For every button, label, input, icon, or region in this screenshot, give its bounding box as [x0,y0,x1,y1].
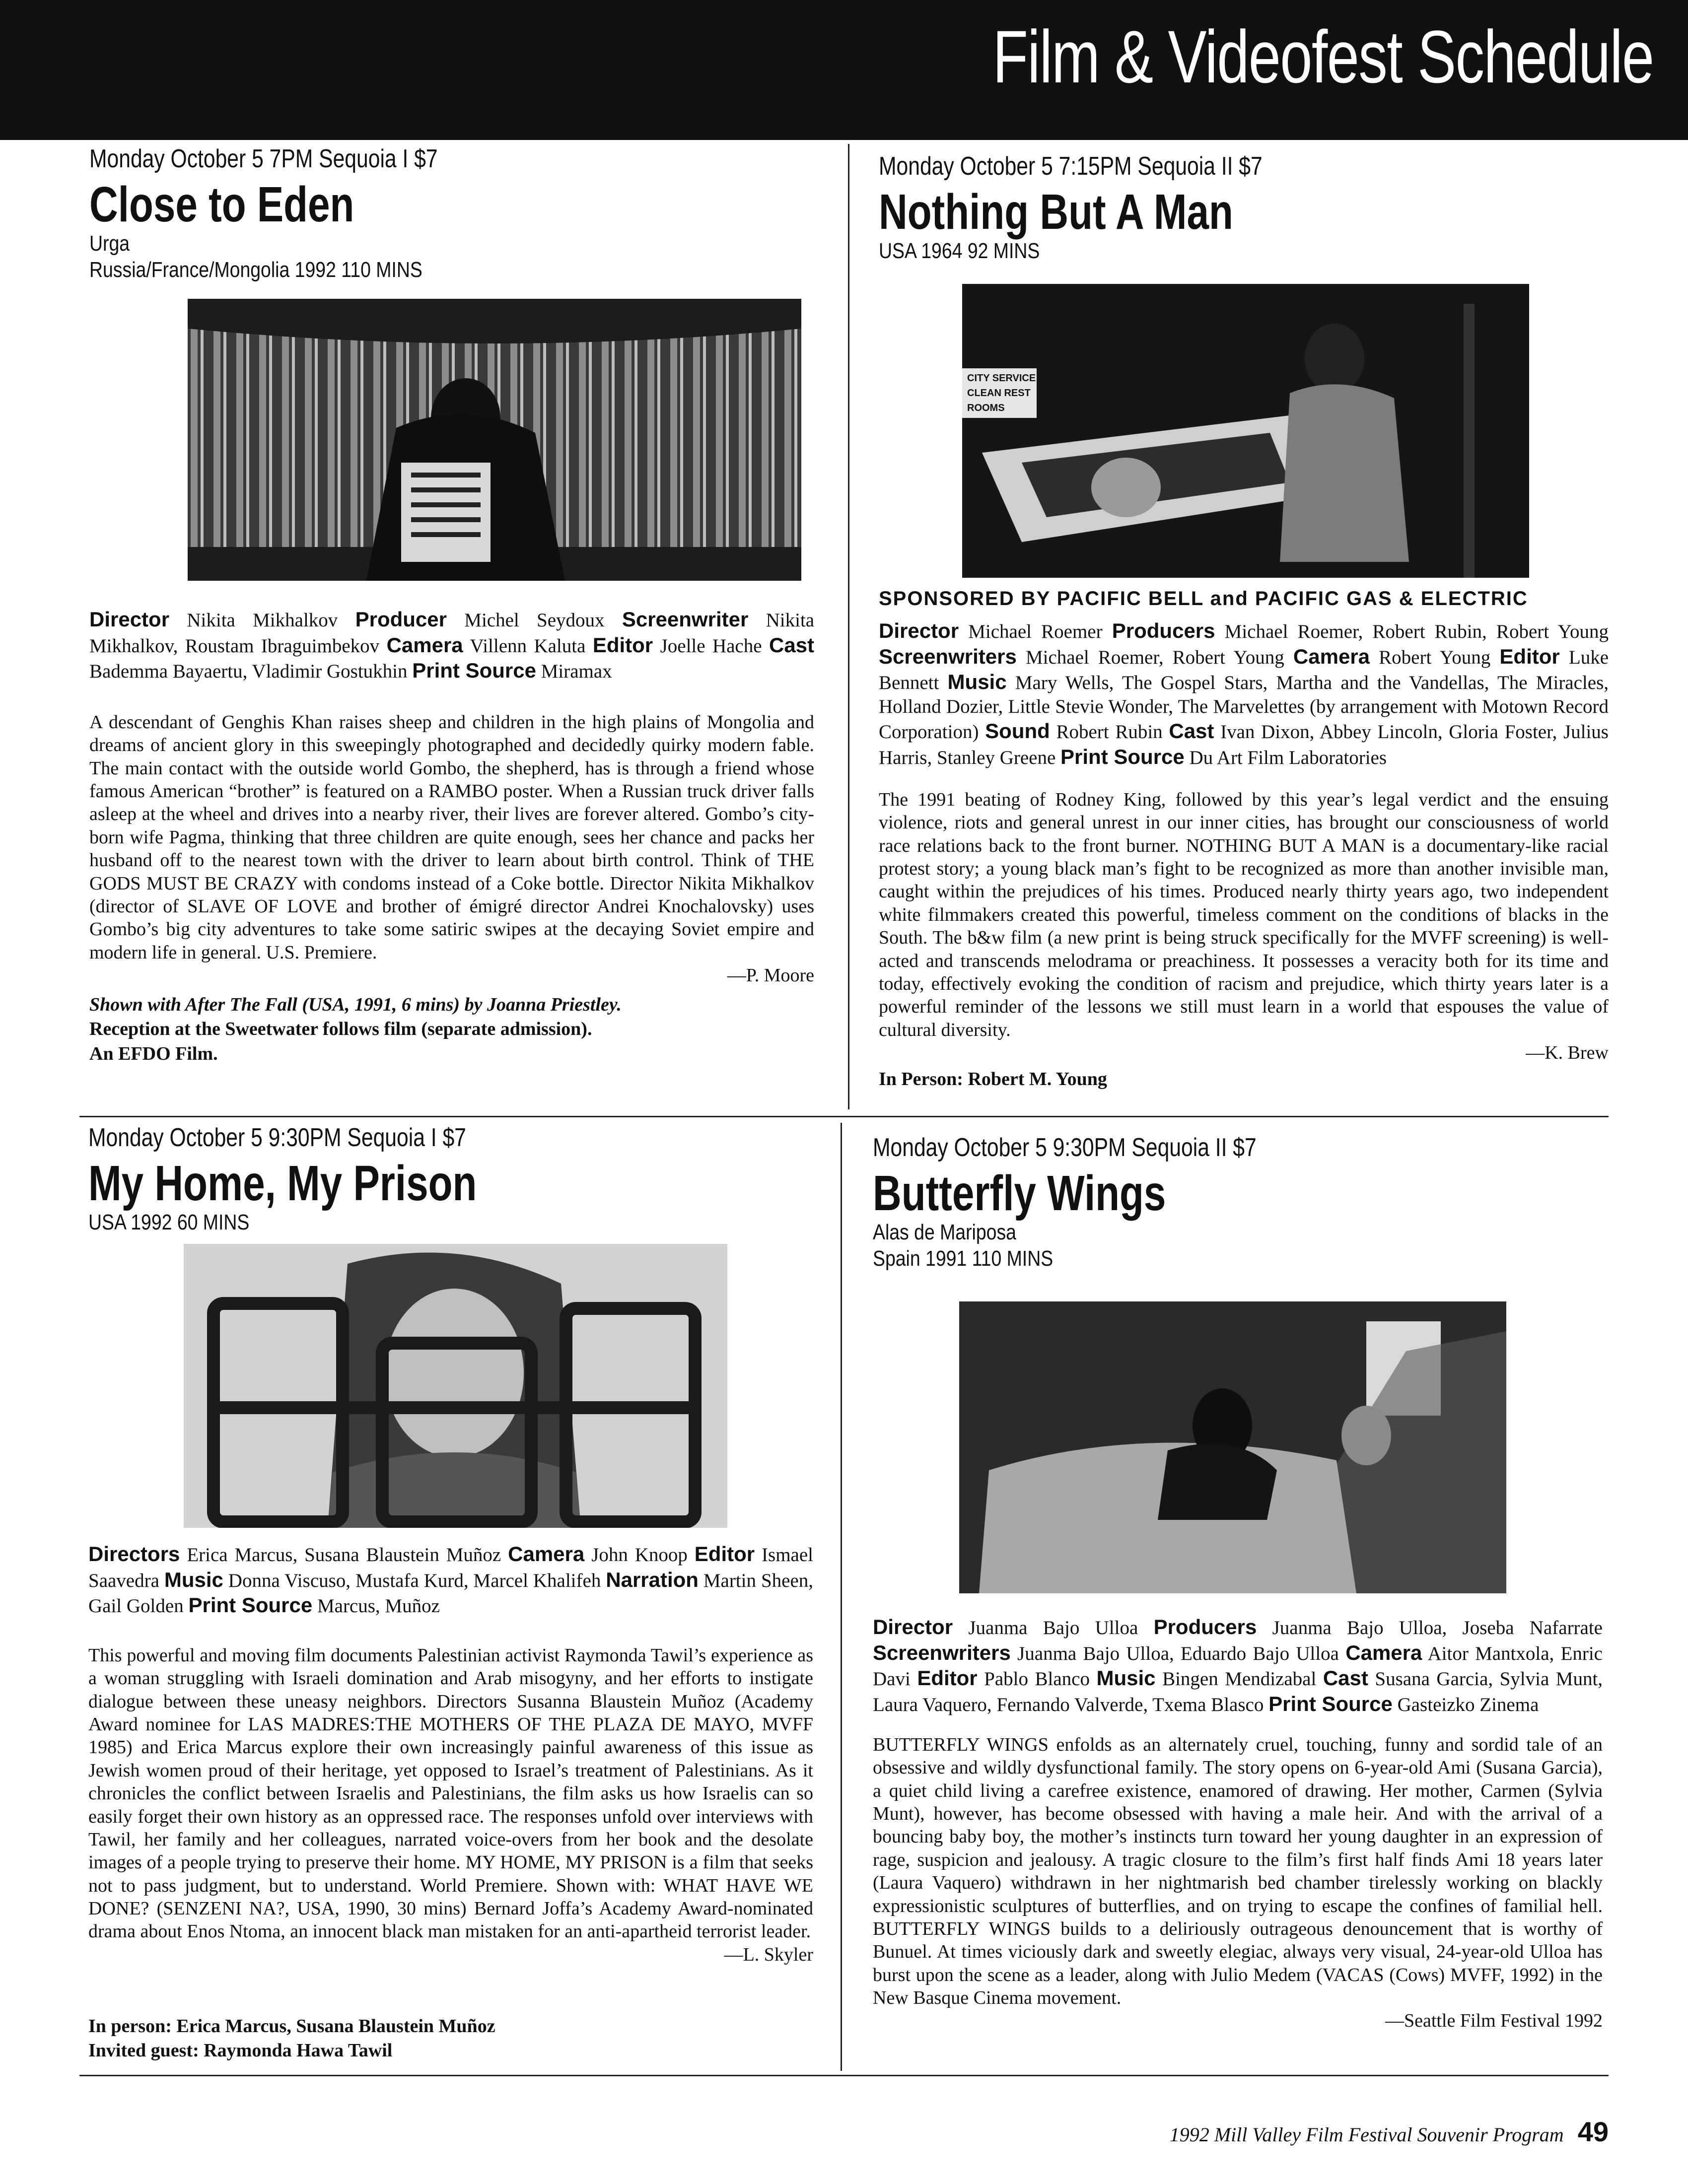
credit-role: Music [947,670,1007,694]
yurt-still-image [188,299,801,581]
film-still-nothing-but-a-man [962,284,1529,578]
credits-close-to-eden [89,607,814,683]
credit-names: Ismael Saavedra [88,1544,813,1591]
film-card-close-to-eden [89,144,824,283]
credit-role: Print Source [1060,745,1185,768]
film-title: My Home, My Prison [88,1156,477,1211]
credit-role: Directors [88,1542,180,1566]
film-card-nothing-but-a-man [879,151,1614,265]
credit-role: Cast [1323,1666,1368,1690]
credit-names: Villenn Kaluta [470,635,586,657]
sponsor-line: SPONSORED BY PACIFIC BELL and PACIFIC GAS & ELECTRIC [879,588,1528,610]
film-card-my-home-my-prison [88,1123,823,1236]
film-description: This powerful and moving film documents Palestinian activist Raymonda Tawil’s experience as a woman struggling with Israeli domination and Arab misogyny, and her efforts to instigate dialogue between these uneasy neighbors. Directors Susanna Blaustein Muñoz (Academy Award nominee for LAS MADRES:THE MOTHERS OF THE PLAZA DE MAYO, MVFF 1985) and Erica Marcus explore their own increasingly painful awareness of this issue as Jewish women proud of their heritage, yet opposed to Israel’s treatment of Palestinians. As it chronicles the conflict between Israelis and Palestinians, the film asks us how Israelis can so easily forget their own history as an oppressed race. The responses unfold over interviews with Tawil, her family and her colleagues, narrated voice-overs from her book and the desolate images of a people trying to preserve their home. MY HOME, MY PRISON is a film that seeks not to pass judgment, but to understand. World Premiere. Shown with: WHAT HAVE WE DONE? (SENZENI NA?, USA, 1990, 30 mins) Bernard Joffa’s Academy Award-nominated drama about Enos Ntoma, an innocent black man mistaken for an anti-apartheid terrorist leader. [88,1645,813,1942]
film-title: Butterfly Wings [873,1165,1166,1221]
credit-names: Juanma Bajo Ulloa [968,1617,1138,1638]
credit-role: Cast [1169,719,1214,743]
bottom-rule [79,2075,1609,2076]
credit-names: Miramax [541,661,612,682]
column-divider-top [848,144,849,1109]
notes-close-to-eden [89,993,814,1066]
page-number: 49 [1577,2116,1609,2147]
credit-names: Erica Marcus, Susana Blaustein Muñoz [187,1544,501,1566]
film-alt-title: Alas de Mariposa [873,1220,1016,1244]
film-info: Russia/France/Mongolia 1992 110 MINS [89,257,422,282]
credit-names: Michael Roemer, Robert Young [1025,646,1284,668]
film-info: Spain 1991 110 MINS [873,1246,1054,1271]
credit-names: Bingen Mendizabal [1162,1668,1317,1690]
credit-names: Joelle Hache [660,635,762,657]
credit-role: Narration [606,1568,699,1591]
film-description: BUTTERFLY WINGS enfolds as an alternately cruel, touching, funny and sordid tale of an obsessive and wildly dysfunctional family. The story opens on 6-year-old Ami (Susana Garcia), a quiet child living a carefree existence, enamored of drawing. Her mother, Carmen (Sylvia Munt), however, has become obsessed with having a male heir. And with the arrival of a bouncing baby boy, the mother’s instincts turn toward her young daughter in an expression of rage, suspicion and jealousy. A tragic closure to the film’s first half finds Ami 18 years later (Laura Vaquero) withdrawn in her nightmarish bed chamber tirelessly working on blackly expressionistic sculptures of butterflies, and on trying to escape the confines of familial hell. BUTTERFLY WINGS builds to a deliriously outrageous denouncement that is worthy of Bunuel. At times viciously dark and sweetly elegiac, always very visual, 24-year-old Ulloa has burst upon the scene as a leader, along with Julio Medem (VACAS (Cows) MVFF, 1992) in the New Basque Cinema movement. [873,1734,1603,2008]
efdo-note: An EFDO Film. [89,1043,218,1064]
credit-names: Aitor Mantxola, Enric Davi [873,1642,1603,1690]
reviewer-signature: —K. Brew [1526,1042,1609,1063]
film-still-close-to-eden [188,299,801,581]
film-description: The 1991 beating of Rodney King, followed by this year’s legal verdict and the ensuing violence, riots and general unrest in our inner cities, has brought our consciousness of world race relations back to the front burner. NOTHING BUT A MAN is a documentary-like racial protest story; a young black man’s fight to be recognized as more than another invisible man, caught within the prejudices of his times. Produced nearly thirty years ago, two independent white filmmakers created this powerful, timeless comment on the conditions of blacks in the South. The b&w film (a new print is being struck specifically for the MVFF screening) is well-acted and transcends melodrama or preachiness. It possesses a veracity both for its time and today, effectively evoking the condition of racism and prejudice, which thirty years later is a powerful reminder of the lessons we still must learn in a world that espouses the value of cultural diversity. [879,789,1609,1040]
credit-role: Producers [1153,1615,1257,1638]
description-nothing-but-a-man [879,788,1609,1064]
film-title: Nothing But A Man [879,184,1233,240]
description-my-home-my-prison [88,1644,813,1966]
film-still-my-home-my-prison [184,1244,727,1528]
page-title: Film & Videofest Schedule [992,15,1653,98]
description-close-to-eden [89,711,814,987]
reception-note: Reception at the Sweetwater follows film (separate admission). [89,1019,592,1040]
credits-butterfly-wings [873,1614,1603,1716]
film-title: Close to Eden [89,177,354,232]
bedroom-still-image [959,1301,1506,1593]
screening-time: Monday October 5 7PM Sequoia I $7 [89,144,438,173]
description-butterfly-wings [873,1733,1603,2033]
credit-role: Camera [1293,644,1370,668]
credit-role: Editor [592,633,653,657]
credit-role: Music [1096,1666,1156,1690]
credit-role: Producers [1112,619,1215,642]
credit-role: Editor [694,1542,755,1566]
credit-role: Print Source [412,659,536,682]
credits-my-home-my-prison [88,1541,813,1618]
credit-role: Camera [1345,1640,1422,1664]
credit-role: Screenwriter [622,608,749,631]
credit-names: Pablo Blanco [984,1668,1090,1690]
photo-sign-text: CITY SERVICE CLEAN REST ROOMS [967,373,1036,413]
credit-names: Robert Rubin [1056,721,1163,743]
credit-names: Du Art Film Laboratories [1189,747,1387,768]
credit-role: Editor [917,1666,978,1690]
notes-nothing-but-a-man [879,1067,1609,1092]
page-footer [1170,2116,1609,2148]
notes-my-home-my-prison [88,2014,813,2063]
woman-behind-bars-still-image [184,1244,727,1528]
credit-role: Director [879,619,959,642]
credit-role: Director [89,608,170,631]
reviewer-signature: —Seattle Film Festival 1992 [1385,2010,1603,2032]
film-card-butterfly-wings [873,1133,1608,1272]
credit-role: Camera [508,1542,585,1566]
gas-station-still-image [962,284,1529,578]
credit-role: Editor [1499,644,1560,668]
credit-names: Robert Young [1379,646,1491,668]
credit-role: Screenwriters [873,1640,1011,1664]
reviewer-signature: —P. Moore [727,964,814,986]
credit-names: Ivan Dixon, Abbey Lincoln, Gloria Foster, Julius Harris, Stanley Greene [879,721,1609,768]
credit-names: Nikita Mikhalkov [187,610,338,631]
screening-time: Monday October 5 7:15PM Sequoia II $7 [879,152,1263,181]
row-divider [79,1116,1609,1117]
publication-name: 1992 Mill Valley Film Festival Souvenir Program [1169,2123,1564,2146]
credit-names: Juanma Bajo Ulloa, Eduardo Bajo Ulloa [1017,1642,1339,1664]
credit-names: Michael Roemer [968,621,1103,642]
credit-role: Screenwriters [879,644,1017,668]
credit-names: Luke Bennett [879,646,1609,694]
film-info: USA 1964 92 MINS [879,239,1040,263]
screening-time: Monday October 5 9:30PM Sequoia I $7 [88,1123,466,1152]
credit-names: Marcus, Muñoz [317,1595,440,1617]
credit-role: Print Source [188,1593,313,1617]
credit-names: Nikita Mikhalkov, Roustam Ibraguimbekov [89,610,815,657]
credit-role: Producer [355,608,447,631]
reviewer-signature: —L. Skyler [724,1944,813,1965]
credit-names: Mary Wells, The Gospel Stars, Martha and the Vandellas, The Miracles, Holland Dozier, Little Stevie Wonder, The Marvelettes (by arrangement with Motown Record Corporation) [879,672,1609,743]
credit-role: Camera [386,633,463,657]
credit-names: John Knoop [591,1544,688,1566]
credit-role: Music [164,1568,223,1591]
credit-names: Donna Viscuso, Mustafa Kurd, Marcel Khalifeh [228,1570,601,1591]
credit-role: Cast [769,633,815,657]
credit-role: Sound [985,719,1050,743]
column-divider-bottom [841,1123,842,2071]
credit-names: Martin Sheen, Gail Golden [88,1570,814,1617]
header-banner [0,0,1688,140]
credit-names: Michel Seydoux [464,610,605,631]
invited-guest-note: Invited guest: Raymonda Hawa Tawil [88,2040,393,2061]
film-alt-title: Urga [89,231,130,256]
film-info: USA 1992 60 MINS [88,1210,250,1234]
shown-with-note: Shown with After The Fall (USA, 1991, 6 mins) by Joanna Priestley. [89,994,622,1015]
credits-nothing-but-a-man [879,618,1609,769]
credit-names: Michael Roemer, Robert Rubin, Robert Young [1224,621,1609,642]
in-person-note: In Person: Robert M. Young [879,1069,1107,1090]
in-person-note: In person: Erica Marcus, Susana Blaustein Muñoz [88,2016,495,2037]
credit-names: Juanma Bajo Ulloa, Joseba Nafarrate [1272,1617,1603,1638]
credit-names: Gasteizko Zinema [1397,1694,1539,1715]
credit-role: Print Source [1268,1692,1393,1715]
credit-role: Director [873,1615,953,1638]
screening-time: Monday October 5 9:30PM Sequoia II $7 [873,1133,1257,1162]
credit-names: Bademma Bayaertu, Vladimir Gostukhin [89,661,408,682]
film-still-butterfly-wings [959,1301,1506,1593]
credit-names: Susana Garcia, Sylvia Munt, Laura Vaquero, Fernando Valverde, Txema Blasco [873,1668,1603,1715]
film-description: A descendant of Genghis Khan raises sheep and children in the high plains of Mongolia and dreams of ancient glory in this sweepingly photographed and decidedly quirky modern fable. The main contact with the outside world Gombo, the shepherd, has is through a friend whose famous American “brother” is featured on a RAMBO poster. When a Russian truck driver falls asleep at the wheel and drives into a nearby river, their lives are forever altered. Gombo’s city-born wife Pagma, thinking that three children are quite enough, sees her chance and packs her husband off to the nearest town with the driver to learn about birth control. Think of THE GODS MUST BE CRAZY with condoms instead of a Coke bottle. Director Nikita Mikhalkov (director of SLAVE OF LOVE and brother of émigré director Andrei Knochalovsky) uses Gombo’s big city adventures to take some satiric swipes at the decaying Soviet empire and modern life in general. U.S. Premiere. [89,712,814,963]
